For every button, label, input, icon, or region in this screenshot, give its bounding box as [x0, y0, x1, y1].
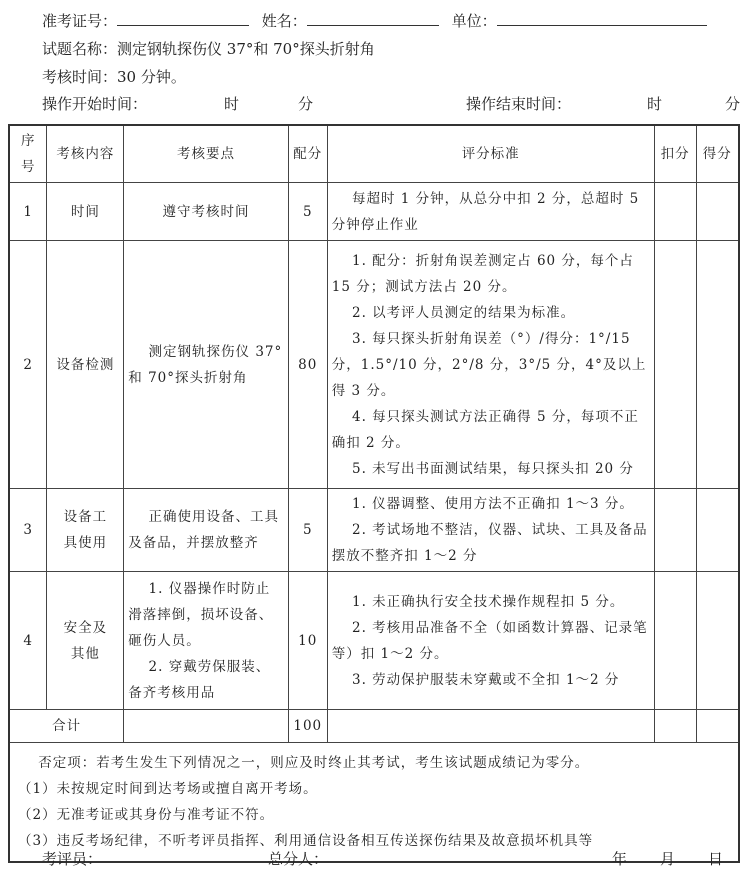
- note-item: （2）无准考证或其身份与准考证不符。: [18, 806, 275, 823]
- empty-cell: [327, 710, 654, 743]
- total-label: 合计: [9, 710, 124, 743]
- day-label: 日: [708, 850, 724, 868]
- start-hour: 时: [224, 95, 240, 113]
- col-no: 序号: [9, 125, 47, 183]
- row-score: 5: [288, 489, 327, 572]
- obtained-cell[interactable]: [696, 183, 739, 241]
- row-criteria: [327, 572, 654, 710]
- col-criteria: 评分标准: [327, 125, 654, 183]
- deduct-cell[interactable]: [654, 489, 696, 572]
- row-points: [124, 572, 288, 710]
- row-no: 4: [9, 572, 47, 710]
- obtained-cell[interactable]: [696, 489, 739, 572]
- row-criteria: 每超时 1 分钟，从总分中扣 2 分，总超时 5 分钟停止作业: [327, 183, 654, 241]
- veto-notes: [9, 743, 739, 862]
- total-row: [9, 710, 739, 743]
- score-table: [8, 124, 740, 863]
- row-content: 设备检测: [47, 241, 124, 489]
- col-deduct: 扣分: [654, 125, 696, 183]
- table-row: [9, 183, 739, 241]
- note-item: （1）未按规定时间到达考场或擅自离开考场。: [18, 780, 318, 797]
- scorer-label: 总分人：: [268, 850, 329, 868]
- note-item: 否定项：若考生发生下列情况之一，则应及时终止其考试，考生该试题成绩记为零分。: [38, 754, 590, 771]
- criteria-item: 1. 配分：折射角误差测定占 60 分，每个占 15 分；测试方法占 20 分。: [331, 252, 634, 295]
- row-criteria: [327, 241, 654, 489]
- unit-field[interactable]: [497, 11, 707, 26]
- note-item: （3）违反考场纪律，不听考评员指挥、利用通信设备相互传送探伤结果及故意损坏机具等: [18, 832, 594, 849]
- row-content: 安全及其他: [47, 572, 124, 710]
- criteria-item: 1. 未正确执行安全技术操作规程扣 5 分。: [352, 593, 625, 610]
- row-content: 时间: [47, 183, 124, 241]
- deduct-cell[interactable]: [654, 183, 696, 241]
- obtained-cell[interactable]: [696, 572, 739, 710]
- criteria-item: 4. 每只探头测试方法正确得 5 分，每项不正确扣 2 分。: [331, 408, 639, 451]
- criteria-item: 3. 劳动保护服装未穿戴或不全扣 1～2 分: [352, 671, 620, 688]
- empty-cell: [124, 710, 288, 743]
- name-field[interactable]: [307, 11, 439, 26]
- row-score: 10: [288, 572, 327, 710]
- row-no: 3: [9, 489, 47, 572]
- points-item: 1. 仪器操作时防止滑落摔倒，损坏设备、砸伤人员。: [128, 580, 274, 649]
- time-line: [42, 93, 742, 114]
- deduct-cell[interactable]: [654, 572, 696, 710]
- row-content: 设备工具使用: [47, 489, 124, 572]
- deduct-total-cell[interactable]: [654, 710, 696, 743]
- row-points: 遵守考核时间: [124, 183, 288, 241]
- row-score: 5: [288, 183, 327, 241]
- criteria-item: 3. 每只探头折射角误差（°）/得分：1°/15 分，1.5°/10 分，2°/8 分，3°/5 分，4°及以上得 3 分。: [331, 330, 647, 399]
- criteria-item: 2. 考试场地不整洁，仪器、试块、工具及备品摆放不整齐扣 1～2 分: [331, 522, 648, 564]
- table-row: [9, 489, 739, 572]
- end-minute: 分: [725, 95, 741, 113]
- exam-id-field[interactable]: [117, 11, 249, 26]
- col-content: 考核内容: [47, 125, 124, 183]
- col-score: 配分: [288, 125, 327, 183]
- examiner-label: 考评员：: [42, 850, 103, 868]
- info-line: [42, 10, 707, 31]
- start-time-label: 操作开始时间：: [42, 95, 148, 113]
- year-label: 年: [612, 850, 628, 868]
- row-no: 2: [9, 241, 47, 489]
- row-score: 80: [288, 241, 327, 489]
- row-no: 1: [9, 183, 47, 241]
- veto-notes-row: [9, 743, 739, 862]
- points-item: 2. 穿戴劳保服装、备齐考核用品: [128, 658, 271, 701]
- total-score: 100: [288, 710, 327, 743]
- end-hour: 时: [647, 95, 663, 113]
- name-label: 姓名：: [261, 12, 307, 30]
- unit-label: 单位：: [451, 12, 497, 30]
- criteria-item: 5. 未写出书面测试结果，每只探头扣 20 分: [352, 460, 634, 477]
- table-row: [9, 241, 739, 489]
- criteria-item: 2. 考核用品准备不全（如函数计算器、记录笔等）扣 1～2 分。: [331, 619, 648, 662]
- obtained-cell[interactable]: [696, 241, 739, 489]
- table-header: [9, 125, 739, 183]
- exam-id-label: 准考证号：: [42, 12, 118, 30]
- exam-duration: 考核时间：30 分钟。: [42, 68, 186, 86]
- row-criteria: [327, 489, 654, 572]
- col-obtained: 得分: [696, 125, 739, 183]
- table-row: [9, 572, 739, 710]
- month-label: 月: [660, 850, 676, 868]
- start-minute: 分: [298, 95, 314, 113]
- deduct-cell[interactable]: [654, 241, 696, 489]
- obtained-total-cell[interactable]: [696, 710, 739, 743]
- criteria-item: 2. 以考评人员测定的结果为标准。: [352, 304, 576, 321]
- row-points: 正确使用设备、工具及备品，并摆放整齐: [124, 489, 288, 572]
- end-time-label: 操作结束时间：: [466, 95, 572, 113]
- criteria-item: 1. 仪器调整、使用方法不正确扣 1～3 分。: [352, 496, 634, 512]
- row-points: 测定钢轨探伤仪 37°和 70°探头折射角: [124, 241, 288, 489]
- exam-title: 试题名称：测定钢轨探伤仪 37°和 70°探头折射角: [42, 40, 375, 58]
- col-points: 考核要点: [124, 125, 288, 183]
